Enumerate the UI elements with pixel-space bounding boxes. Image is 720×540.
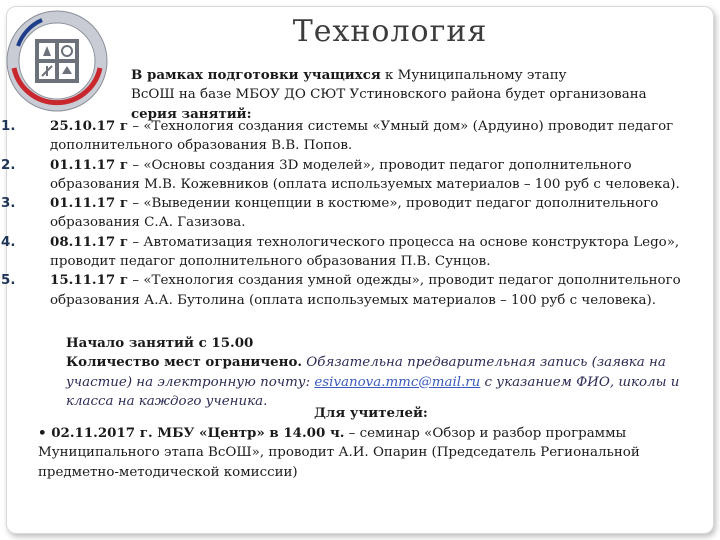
list-item bbox=[0, 117, 700, 156]
item-number: 5. bbox=[1, 273, 16, 289]
places-label: Количество мест ограничено. bbox=[66, 354, 303, 371]
intro-rest: к Муниципальному этапу bbox=[380, 68, 567, 83]
item-text: – «Технология создания умной одежды», проводит педагог дополнительного образования А.А. Бутолина (оплата используемых материалов – 100 руб с человека). bbox=[50, 273, 681, 308]
list-item bbox=[0, 194, 700, 233]
list-item bbox=[0, 156, 700, 195]
intro-paragraph bbox=[131, 66, 691, 124]
item-number: 1. bbox=[1, 119, 16, 134]
item-date: 25.10.17 г bbox=[50, 118, 129, 134]
intro-line2: ВсОШ на базе МБОУ ДО СЮТ Устиновского района будет организована bbox=[131, 87, 647, 103]
bullet-icon: • bbox=[38, 425, 47, 441]
page-title: Технология bbox=[292, 14, 488, 49]
item-number: 3. bbox=[1, 196, 16, 212]
places-text: Обязательна предварительная запись (заявка на участие) на электронную почту: bbox=[66, 355, 666, 390]
item-date: 01.11.17 г bbox=[50, 195, 129, 212]
list-item bbox=[0, 271, 700, 310]
olympiad-logo-icon bbox=[2, 6, 112, 116]
teachers-date: 02.11.2017 г. МБУ «Центр» в 14.00 ч. bbox=[46, 425, 345, 441]
item-date: 01.11.17 г bbox=[50, 156, 129, 173]
list-item bbox=[0, 233, 700, 272]
item-date: 08.11.17 г bbox=[50, 233, 129, 250]
places-tail: с указанием ФИО, школы и класса на каждого ученика. bbox=[66, 374, 680, 409]
email-link[interactable]: esivanova.mmc@mail.ru bbox=[314, 374, 481, 390]
teachers-text: – семинар «Обзор и разбор программы Муниципального этапа ВсОШ», проводит А.И. Опарин (Председатель Региональной предметно-методической комиссии) bbox=[38, 426, 640, 480]
start-time: Начало занятий с 15.00 bbox=[66, 335, 254, 351]
intro-bold: В рамках подготовки учащихся bbox=[131, 67, 381, 83]
registration-info bbox=[66, 334, 696, 411]
intro-line3: серия занятий: bbox=[131, 105, 252, 122]
item-text: – «Выведении концепции в костюме», проводит педагог дополнительного образования С.А. Газизова. bbox=[50, 196, 659, 231]
lesson-list bbox=[0, 117, 700, 310]
item-date: 15.11.17 г bbox=[50, 272, 129, 289]
teachers-heading: Для учителей: bbox=[314, 405, 428, 421]
item-text: – «Технология создания системы «Умный дом» (Ардуино) проводит педагог дополнительного образования В.В. Попов. bbox=[50, 119, 674, 154]
item-number: 4. bbox=[1, 234, 16, 250]
item-text: – Автоматизация технологического процесса на основе конструктора Lego», проводит педагог дополнительного образования П.В. Сунцов. bbox=[50, 234, 680, 270]
item-text: – «Основы создания 3D моделей», проводит педагог дополнительного образования М.В. Кожевников (оплата используемых материалов – 100 руб с человека). bbox=[50, 157, 680, 192]
item-number: 2. bbox=[1, 157, 16, 173]
teachers-paragraph bbox=[38, 424, 698, 482]
